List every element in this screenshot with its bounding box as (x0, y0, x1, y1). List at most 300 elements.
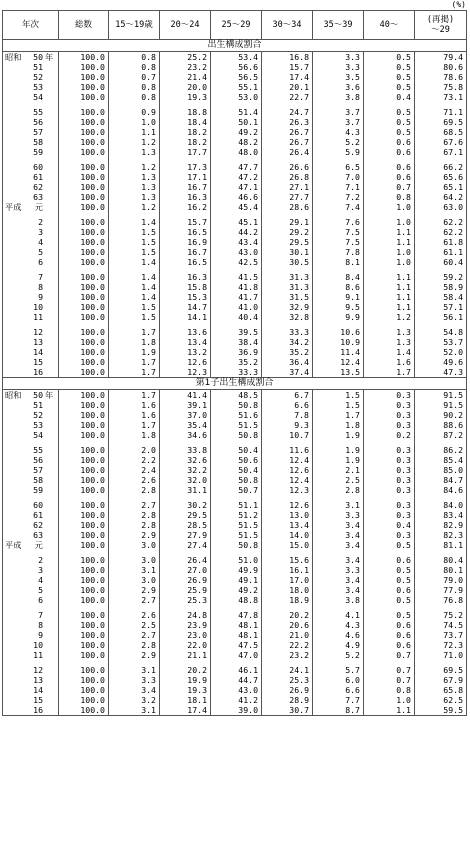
value-cell: 20.6 (262, 620, 313, 630)
year-number: 12 (33, 665, 43, 675)
value-cell: 0.6 (364, 585, 415, 595)
value-cell: 16.7 (160, 247, 211, 257)
value-cell: 1.1 (364, 292, 415, 302)
value-cell: 27.4 (160, 540, 211, 550)
value-cell: 100.0 (59, 520, 109, 530)
header-total: 総数 (59, 11, 109, 40)
value-cell: 53.4 (211, 52, 262, 63)
value-cell: 61.1 (415, 247, 467, 257)
year-number: 14 (33, 347, 43, 357)
value-cell: 2.6 (109, 610, 160, 620)
value-cell: 12.3 (160, 367, 211, 378)
value-cell: 3.0 (109, 540, 160, 550)
value-cell: 3.3 (313, 510, 364, 520)
value-cell: 1.8 (313, 420, 364, 430)
value-cell: 100.0 (59, 327, 109, 337)
value-cell: 4.3 (313, 127, 364, 137)
value-cell: 2.7 (109, 595, 160, 605)
year-cell (3, 445, 59, 455)
value-cell: 1.7 (109, 357, 160, 367)
value-cell: 48.8 (211, 595, 262, 605)
value-cell: 65.1 (415, 182, 467, 192)
year-cell (3, 292, 59, 302)
value-cell: 7.6 (313, 217, 364, 227)
value-cell: 100.0 (59, 685, 109, 695)
value-cell: 41.2 (211, 695, 262, 705)
value-cell: 11.6 (262, 445, 313, 455)
value-cell: 1.5 (109, 227, 160, 237)
value-cell: 100.0 (59, 445, 109, 455)
value-cell: 5.9 (313, 147, 364, 157)
value-cell: 37.0 (160, 410, 211, 420)
value-cell: 28.9 (262, 695, 313, 705)
value-cell: 0.6 (364, 162, 415, 172)
value-cell: 6.6 (313, 685, 364, 695)
value-cell: 0.7 (364, 650, 415, 660)
year-number: 4 (38, 575, 43, 585)
year-number: 7 (38, 272, 43, 282)
table-row (3, 665, 467, 675)
value-cell: 50.1 (211, 117, 262, 127)
value-cell: 100.0 (59, 52, 109, 63)
value-cell: 16.5 (160, 257, 211, 267)
value-cell: 100.0 (59, 272, 109, 282)
value-cell: 80.4 (415, 555, 467, 565)
value-cell: 79.4 (415, 52, 467, 63)
value-cell: 46.6 (211, 192, 262, 202)
table-row (3, 227, 467, 237)
table-row (3, 555, 467, 565)
value-cell: 100.0 (59, 500, 109, 510)
value-cell: 6.5 (313, 162, 364, 172)
value-cell: 50.4 (211, 465, 262, 475)
header-year: 年次 (3, 11, 59, 40)
year-cell (3, 127, 59, 137)
value-cell: 4.9 (313, 640, 364, 650)
value-cell: 100.0 (59, 162, 109, 172)
value-cell: 22.2 (262, 640, 313, 650)
value-cell: 0.3 (364, 465, 415, 475)
value-cell: 100.0 (59, 430, 109, 440)
value-cell: 73.7 (415, 630, 467, 640)
section-title-row (3, 40, 467, 52)
era-name: 平成 (5, 202, 22, 212)
value-cell: 39.0 (211, 705, 262, 716)
value-cell: 5.2 (313, 137, 364, 147)
value-cell: 7.4 (313, 202, 364, 212)
value-cell: 0.8 (109, 82, 160, 92)
value-cell: 57.1 (415, 302, 467, 312)
table-row (3, 510, 467, 520)
year-cell (3, 485, 59, 495)
table-row (3, 137, 467, 147)
value-cell: 56.6 (211, 62, 262, 72)
value-cell: 32.8 (262, 312, 313, 322)
value-cell: 100.0 (59, 555, 109, 565)
year-number: 2 (38, 217, 43, 227)
value-cell: 0.7 (364, 665, 415, 675)
year-number: 59 (33, 485, 43, 495)
table-row (3, 347, 467, 357)
table-row (3, 565, 467, 575)
value-cell: 0.4 (364, 520, 415, 530)
year-number: 10 (33, 640, 43, 650)
year-cell (3, 257, 59, 267)
value-cell: 25.3 (160, 595, 211, 605)
table-row (3, 337, 467, 347)
value-cell: 3.1 (313, 500, 364, 510)
value-cell: 8.6 (313, 282, 364, 292)
value-cell: 56.5 (211, 72, 262, 82)
value-cell: 16.1 (262, 565, 313, 575)
value-cell: 100.0 (59, 455, 109, 465)
value-cell: 12.4 (262, 475, 313, 485)
value-cell: 41.4 (160, 390, 211, 401)
value-cell: 3.7 (313, 117, 364, 127)
value-cell: 1.5 (109, 312, 160, 322)
year-number: 6 (38, 595, 43, 605)
value-cell: 0.6 (364, 640, 415, 650)
header-age-35-39: 35～39 (313, 11, 364, 40)
value-cell: 67.9 (415, 675, 467, 685)
value-cell: 30.2 (160, 500, 211, 510)
era-name: 昭和 (5, 52, 22, 62)
value-cell: 2.1 (313, 465, 364, 475)
value-cell: 2.8 (109, 485, 160, 495)
value-cell: 15.8 (160, 282, 211, 292)
value-cell: 21.1 (160, 650, 211, 660)
value-cell: 33.3 (211, 367, 262, 378)
year-cell (3, 182, 59, 192)
value-cell: 0.4 (364, 92, 415, 102)
value-cell: 0.6 (364, 630, 415, 640)
year-number: 53 (33, 420, 43, 430)
year-cell (3, 192, 59, 202)
value-cell: 100.0 (59, 172, 109, 182)
table-row (3, 107, 467, 117)
year-number: 60 (33, 500, 43, 510)
year-cell (3, 675, 59, 685)
value-cell: 23.2 (262, 650, 313, 660)
value-cell: 100.0 (59, 575, 109, 585)
value-cell: 59.2 (415, 272, 467, 282)
value-cell: 47.1 (211, 182, 262, 192)
value-cell: 26.7 (262, 137, 313, 147)
year-number: 57 (33, 127, 43, 137)
value-cell: 0.5 (364, 82, 415, 92)
header-age-40-plus: 40～ (364, 11, 415, 40)
year-cell (3, 272, 59, 282)
value-cell: 100.0 (59, 147, 109, 157)
value-cell: 100.0 (59, 640, 109, 650)
year-cell (3, 227, 59, 237)
table-row (3, 485, 467, 495)
value-cell: 0.3 (364, 475, 415, 485)
value-cell: 100.0 (59, 312, 109, 322)
value-cell: 40.4 (211, 312, 262, 322)
value-cell: 14.7 (160, 302, 211, 312)
table-row (3, 127, 467, 137)
value-cell: 1.1 (364, 227, 415, 237)
value-cell: 39.5 (211, 327, 262, 337)
year-number: 14 (33, 685, 43, 695)
table-row (3, 117, 467, 127)
value-cell: 1.4 (109, 292, 160, 302)
value-cell: 0.3 (364, 455, 415, 465)
value-cell: 100.0 (59, 610, 109, 620)
value-cell: 100.0 (59, 465, 109, 475)
value-cell: 47.7 (211, 162, 262, 172)
value-cell: 28.6 (262, 202, 313, 212)
year-number: 63 (33, 192, 43, 202)
value-cell: 17.1 (160, 172, 211, 182)
value-cell: 22.0 (160, 640, 211, 650)
value-cell: 1.6 (364, 357, 415, 367)
value-cell: 100.0 (59, 585, 109, 595)
value-cell: 0.5 (364, 117, 415, 127)
year-number: 4 (38, 237, 43, 247)
value-cell: 2.4 (109, 465, 160, 475)
value-cell: 1.9 (313, 455, 364, 465)
value-cell: 21.0 (262, 630, 313, 640)
value-cell: 75.8 (415, 82, 467, 92)
value-cell: 71.1 (415, 107, 467, 117)
value-cell: 41.8 (211, 282, 262, 292)
year-number: 9 (38, 630, 43, 640)
table-row (3, 695, 467, 705)
value-cell: 1.6 (109, 400, 160, 410)
table-row (3, 62, 467, 72)
value-cell: 48.5 (211, 390, 262, 401)
value-cell: 100.0 (59, 630, 109, 640)
value-cell: 26.4 (160, 555, 211, 565)
table-row (3, 640, 467, 650)
value-cell: 26.4 (262, 147, 313, 157)
value-cell: 9.1 (313, 292, 364, 302)
value-cell: 2.9 (109, 530, 160, 540)
value-cell: 27.1 (262, 182, 313, 192)
value-cell: 1.0 (364, 217, 415, 227)
value-cell: 26.9 (160, 575, 211, 585)
year-cell (3, 147, 59, 157)
value-cell: 82.9 (415, 520, 467, 530)
value-cell: 30.1 (262, 247, 313, 257)
value-cell: 1.0 (364, 202, 415, 212)
year-cell (3, 665, 59, 675)
table-row (3, 172, 467, 182)
value-cell: 18.1 (160, 695, 211, 705)
table-row (3, 147, 467, 157)
value-cell: 51.0 (211, 555, 262, 565)
value-cell: 100.0 (59, 217, 109, 227)
year-number: 55 (33, 107, 43, 117)
value-cell: 51.4 (211, 107, 262, 117)
value-cell: 5.7 (313, 665, 364, 675)
table-row (3, 202, 467, 212)
value-cell: 50.6 (211, 455, 262, 465)
value-cell: 18.4 (160, 117, 211, 127)
year-number: 8 (38, 282, 43, 292)
value-cell: 3.3 (313, 52, 364, 63)
table-row (3, 237, 467, 247)
year-cell (3, 455, 59, 465)
value-cell: 1.0 (364, 257, 415, 267)
year-cell (3, 610, 59, 620)
value-cell: 1.8 (109, 337, 160, 347)
year-number: 54 (33, 430, 43, 440)
year-number: 16 (33, 705, 43, 715)
value-cell: 1.9 (313, 445, 364, 455)
value-cell: 1.3 (109, 172, 160, 182)
value-cell: 100.0 (59, 127, 109, 137)
year-number: 15 (33, 695, 43, 705)
value-cell: 49.1 (211, 575, 262, 585)
era-name: 平成 (5, 540, 22, 550)
value-cell: 80.1 (415, 565, 467, 575)
value-cell: 67.6 (415, 137, 467, 147)
table-row (3, 182, 467, 192)
value-cell: 84.6 (415, 485, 467, 495)
value-cell: 100.0 (59, 282, 109, 292)
value-cell: 5.2 (313, 650, 364, 660)
value-cell: 62.2 (415, 227, 467, 237)
value-cell: 15.0 (262, 540, 313, 550)
value-cell: 3.0 (109, 555, 160, 565)
value-cell: 24.7 (262, 107, 313, 117)
value-cell: 0.5 (364, 610, 415, 620)
value-cell: 25.3 (262, 675, 313, 685)
value-cell: 18.2 (160, 127, 211, 137)
value-cell: 1.4 (109, 217, 160, 227)
value-cell: 0.3 (364, 390, 415, 401)
value-cell: 34.2 (262, 337, 313, 347)
value-cell: 1.6 (109, 410, 160, 420)
value-cell: 20.1 (262, 82, 313, 92)
year-cell (3, 705, 59, 716)
value-cell: 100.0 (59, 257, 109, 267)
value-cell: 65.6 (415, 172, 467, 182)
header-age-30-34: 30～34 (262, 11, 313, 40)
value-cell: 24.1 (262, 665, 313, 675)
value-cell: 1.3 (109, 182, 160, 192)
value-cell: 100.0 (59, 107, 109, 117)
value-cell: 100.0 (59, 485, 109, 495)
table-row (3, 705, 467, 716)
year-number: 12 (33, 327, 43, 337)
value-cell: 100.0 (59, 410, 109, 420)
value-cell: 0.3 (364, 400, 415, 410)
year-cell (3, 367, 59, 378)
year-cell (3, 337, 59, 347)
table-row (3, 595, 467, 605)
value-cell: 50.8 (211, 430, 262, 440)
value-cell: 7.2 (313, 192, 364, 202)
value-cell: 100.0 (59, 137, 109, 147)
value-cell: 43.0 (211, 685, 262, 695)
value-cell: 17.4 (262, 72, 313, 82)
value-cell: 49.9 (211, 565, 262, 575)
value-cell: 1.2 (109, 137, 160, 147)
value-cell: 45.1 (211, 217, 262, 227)
value-cell: 100.0 (59, 705, 109, 716)
table-body (3, 40, 467, 716)
year-number: 63 (33, 530, 43, 540)
value-cell: 31.3 (262, 272, 313, 282)
year-cell (3, 500, 59, 510)
value-cell: 24.8 (160, 610, 211, 620)
value-cell: 31.1 (160, 485, 211, 495)
year-number: 51 (33, 400, 43, 410)
value-cell: 47.3 (415, 367, 467, 378)
value-cell: 26.9 (262, 685, 313, 695)
year-cell (3, 530, 59, 540)
table-row (3, 585, 467, 595)
value-cell: 3.1 (109, 665, 160, 675)
value-cell: 44.2 (211, 227, 262, 237)
year-cell (3, 327, 59, 337)
year-cell (3, 475, 59, 485)
value-cell: 60.4 (415, 257, 467, 267)
value-cell: 18.9 (262, 595, 313, 605)
value-cell: 15.6 (262, 555, 313, 565)
value-cell: 1.7 (109, 327, 160, 337)
value-cell: 100.0 (59, 540, 109, 550)
year-number: 2 (38, 555, 43, 565)
value-cell: 43.4 (211, 237, 262, 247)
value-cell: 91.5 (415, 400, 467, 410)
value-cell: 69.5 (415, 665, 467, 675)
value-cell: 100.0 (59, 302, 109, 312)
value-cell: 100.0 (59, 565, 109, 575)
value-cell: 8.1 (313, 257, 364, 267)
value-cell: 44.7 (211, 675, 262, 685)
value-cell: 1.3 (109, 147, 160, 157)
year-cell (3, 217, 59, 227)
value-cell: 27.9 (160, 530, 211, 540)
value-cell: 20.0 (160, 82, 211, 92)
value-cell: 91.5 (415, 390, 467, 401)
value-cell: 1.7 (109, 367, 160, 378)
value-cell: 23.2 (160, 62, 211, 72)
value-cell: 0.8 (109, 62, 160, 72)
value-cell: 17.3 (160, 162, 211, 172)
year-number: 61 (33, 510, 43, 520)
table-row (3, 292, 467, 302)
value-cell: 61.8 (415, 237, 467, 247)
value-cell: 47.2 (211, 172, 262, 182)
value-cell: 85.0 (415, 465, 467, 475)
value-cell: 79.0 (415, 575, 467, 585)
table-row (3, 685, 467, 695)
value-cell: 15.7 (160, 217, 211, 227)
value-cell: 100.0 (59, 117, 109, 127)
year-number: 56 (33, 117, 43, 127)
value-cell: 0.3 (364, 530, 415, 540)
value-cell: 15.7 (262, 62, 313, 72)
value-cell: 0.6 (364, 137, 415, 147)
value-cell: 29.5 (262, 237, 313, 247)
value-cell: 1.1 (364, 272, 415, 282)
year-number: 7 (38, 610, 43, 620)
value-cell: 46.1 (211, 665, 262, 675)
year-cell (3, 52, 59, 63)
value-cell: 30.5 (262, 257, 313, 267)
value-cell: 1.2 (109, 162, 160, 172)
value-cell: 29.2 (262, 227, 313, 237)
value-cell: 25.9 (160, 585, 211, 595)
value-cell: 8.7 (313, 705, 364, 716)
value-cell: 3.4 (313, 530, 364, 540)
